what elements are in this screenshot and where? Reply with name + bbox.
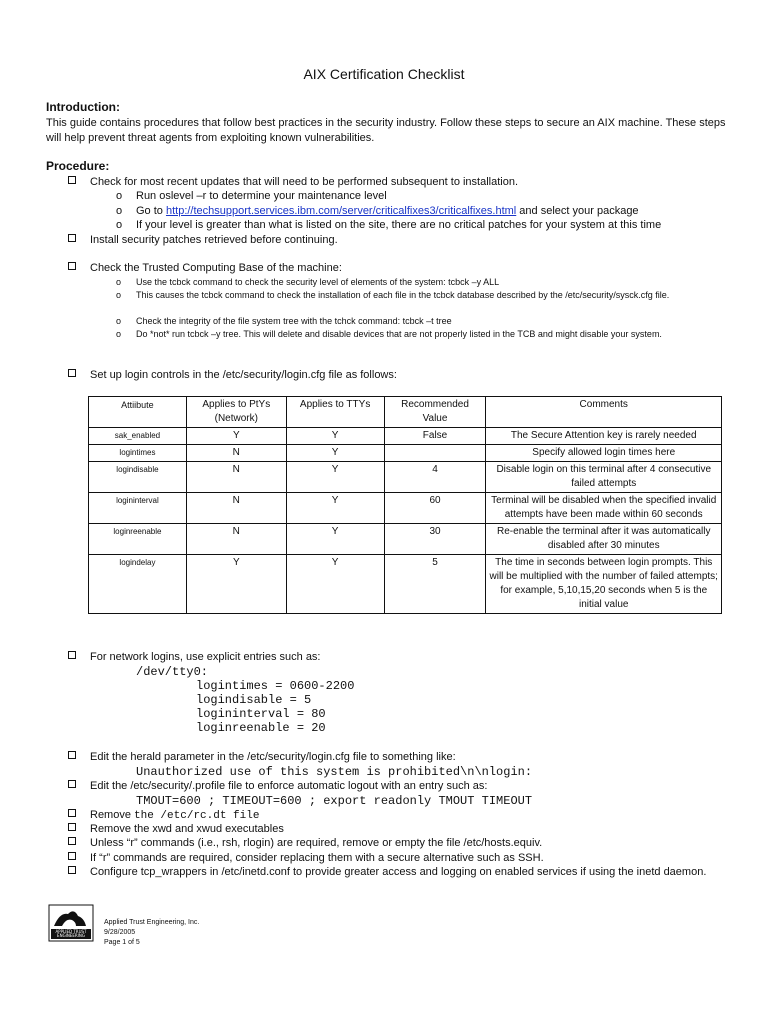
cell-value: 30 — [384, 524, 486, 555]
sub-item — [116, 189, 387, 204]
applied-trust-logo — [48, 904, 94, 942]
checklist-item[interactable] — [68, 261, 342, 276]
checkbox-icon[interactable] — [68, 262, 76, 270]
checkbox-icon[interactable] — [68, 780, 76, 788]
procedure-heading: Procedure: — [46, 159, 110, 173]
cell-comment: The time in seconds between login prompts. This will be multiplied with the number of failed attempts; for example, 5,10,15,20 seconds when 5 is the initial value — [486, 555, 722, 614]
introduction-text: This guide contains procedures that follow best practices in the security industry. Follow these steps to secure an AIX machine. These steps will help prevent threat agents from exploiting known vulnerabilities. — [46, 117, 726, 144]
header-tty: Applies to TTYs — [286, 397, 384, 428]
cell-attribute: loginreenable — [89, 524, 187, 555]
checklist-item[interactable] — [68, 779, 487, 794]
checklist-item[interactable] — [68, 175, 518, 190]
profile-code: TMOUT=600 ; TIMEOUT=600 ; export readonly TMOUT TIMEOUT — [136, 794, 533, 808]
checklist-item[interactable] — [68, 650, 321, 665]
header-value: Recommended Value — [384, 397, 486, 428]
circle-bullet-icon: o — [116, 329, 122, 339]
cell-comment: Terminal will be disabled when the specified invalid attempts have been made within 60 seconds — [486, 493, 722, 524]
table-row — [89, 555, 722, 614]
code-line: loginreenable = 20 — [196, 721, 326, 735]
table-row — [89, 524, 722, 555]
checkbox-icon[interactable] — [68, 234, 76, 242]
cell-comment: The Secure Attention key is rarely needed — [486, 428, 722, 445]
sub-item — [116, 328, 726, 341]
checklist-item[interactable] — [68, 368, 397, 383]
remove-code: the /etc/rc.dt file — [134, 810, 260, 822]
cell-value: False — [384, 428, 486, 445]
sub-item-text: Do *not* run tcbck –y tree. This will delete and disable devices that are not properly listed in the TCB and might disable your system. — [136, 329, 662, 339]
cell-value — [384, 445, 486, 462]
code-line: logininterval = 80 — [196, 707, 326, 721]
cell-pty: N — [186, 524, 286, 555]
circle-bullet-icon: o — [116, 219, 123, 231]
header-attribute: Attiibute — [89, 397, 187, 428]
checklist-item[interactable] — [68, 233, 338, 248]
sub-item — [116, 289, 726, 302]
cell-tty: Y — [286, 493, 384, 524]
cell-tty: Y — [286, 445, 384, 462]
table-row — [89, 445, 722, 462]
checklist-text: Set up login controls in the /etc/security/login.cfg file as follows: — [90, 369, 397, 381]
cell-tty: Y — [286, 428, 384, 445]
logo-text: APPLIED TRUST ENGINEERING — [55, 929, 87, 938]
circle-bullet-icon: o — [116, 290, 122, 300]
header-pty: Applies to PtYs (Network) — [186, 397, 286, 428]
checklist-text: Edit the herald parameter in the /etc/security/login.cfg file to something like: — [90, 751, 456, 763]
checklist-text: Unless “r” commands (i.e., rsh, rlogin) are required, remove or empty the file /etc/hosts.equiv. — [90, 837, 543, 849]
cell-value: 60 — [384, 493, 486, 524]
herald-code: Unauthorized use of this system is prohibited\n\nlogin: — [136, 765, 533, 779]
checklist-item[interactable] — [68, 836, 542, 851]
sub-item-text: If your level is greater than what is listed on the site, there are no critical patches for your system at this time — [136, 219, 662, 231]
cell-value: 5 — [384, 555, 486, 614]
circle-bullet-icon: o — [116, 277, 122, 287]
sub-item-text: Check the integrity of the file system tree with the tchck command: tcbck –t tree — [136, 316, 452, 326]
cell-attribute: logintimes — [89, 445, 187, 462]
checkbox-icon[interactable] — [68, 852, 76, 860]
cell-pty: N — [186, 493, 286, 524]
checklist-text: Install security patches retrieved before continuing. — [90, 234, 338, 246]
footer-page-number: Page 1 of 5 — [104, 939, 140, 946]
checklist-item[interactable] — [68, 851, 544, 866]
cell-attribute: logindisable — [89, 462, 187, 493]
table-header-row — [89, 397, 722, 428]
checklist-text: Check for most recent updates that will need to be performed subsequent to installation. — [90, 176, 519, 188]
cell-attribute: logindelay — [89, 555, 187, 614]
checkbox-icon[interactable] — [68, 823, 76, 831]
sub-item — [116, 218, 661, 233]
checkbox-icon[interactable] — [68, 866, 76, 874]
code-line: logintimes = 0600-2200 — [196, 679, 355, 693]
checklist-text: Check the Trusted Computing Base of the machine: — [90, 262, 342, 274]
cell-tty: Y — [286, 462, 384, 493]
cell-attribute: logininterval — [89, 493, 187, 524]
cell-tty: Y — [286, 555, 384, 614]
sub-item-text: Run oslevel –r to determine your maintenance level — [136, 190, 387, 202]
checklist-item[interactable] — [68, 750, 456, 765]
footer-date: 9/28/2005 — [104, 929, 136, 936]
cell-pty: Y — [186, 428, 286, 445]
cell-pty: N — [186, 445, 286, 462]
header-comments: Comments — [486, 397, 722, 428]
goto-prefix: Go to — [136, 205, 166, 217]
circle-bullet-icon: o — [116, 205, 123, 217]
cell-comment: Re-enable the terminal after it was automatically disabled after 30 minutes — [486, 524, 722, 555]
goto-suffix: and select your package — [516, 205, 639, 217]
checkbox-icon[interactable] — [68, 837, 76, 845]
sub-item — [116, 276, 726, 289]
table-row — [89, 462, 722, 493]
footer-company: Applied Trust Engineering, Inc. — [104, 919, 200, 926]
checklist-item[interactable] — [68, 822, 284, 837]
cell-pty: N — [186, 462, 286, 493]
table-row — [89, 428, 722, 445]
checkbox-icon[interactable] — [68, 176, 76, 184]
cell-tty: Y — [286, 524, 384, 555]
checkbox-icon[interactable] — [68, 809, 76, 817]
code-line: logindisable = 5 — [196, 693, 312, 707]
cell-pty: Y — [186, 555, 286, 614]
circle-bullet-icon: o — [116, 190, 123, 202]
checklist-text: Remove — [90, 809, 135, 821]
checkbox-icon[interactable] — [68, 369, 76, 377]
checklist-item[interactable] — [68, 865, 730, 880]
checklist-text: If “r” commands are required, consider replacing them with a secure alternative such as SSH. — [90, 852, 544, 864]
sub-item — [116, 315, 726, 328]
introduction-heading: Introduction: — [46, 100, 120, 114]
checkbox-icon[interactable] — [68, 751, 76, 759]
checklist-text: Configure tcp_wrappers in /etc/inetd.conf to provide greater access and logging on enabled services if using the inetd daemon. — [90, 866, 707, 878]
device-code: /dev/tty0: — [136, 665, 209, 679]
sub-item-text: Use the tcbck command to check the security level of elements of the system: tcbck –y ALL — [136, 277, 500, 287]
circle-bullet-icon: o — [116, 316, 122, 326]
critical-fixes-link[interactable]: http://techsupport.services.ibm.com/server/criticalfixes3/criticalfixes.html — [165, 205, 517, 217]
table-row — [89, 493, 722, 524]
sub-item — [116, 204, 639, 219]
cell-comment: Specify allowed login times here — [486, 445, 722, 462]
sub-item-text: This causes the tcbck command to check the installation of each file in the tcbck database described by the /etc/security/sysck.cfg file. — [136, 290, 670, 300]
checklist-text: For network logins, use explicit entries such as: — [90, 651, 321, 663]
cell-comment: Disable login on this terminal after 4 consecutive failed attempts — [486, 462, 722, 493]
page-title: AIX Certification Checklist — [303, 66, 465, 82]
checklist-text: Edit the /etc/security/.profile file to enforce automatic logout with an entry such as: — [90, 780, 488, 792]
checkbox-icon[interactable] — [68, 651, 76, 659]
cell-attribute: sak_enabled — [89, 428, 187, 445]
cell-value: 4 — [384, 462, 486, 493]
login-controls-table — [88, 396, 722, 614]
checklist-text: Remove the xwd and xwud executables — [90, 823, 284, 835]
